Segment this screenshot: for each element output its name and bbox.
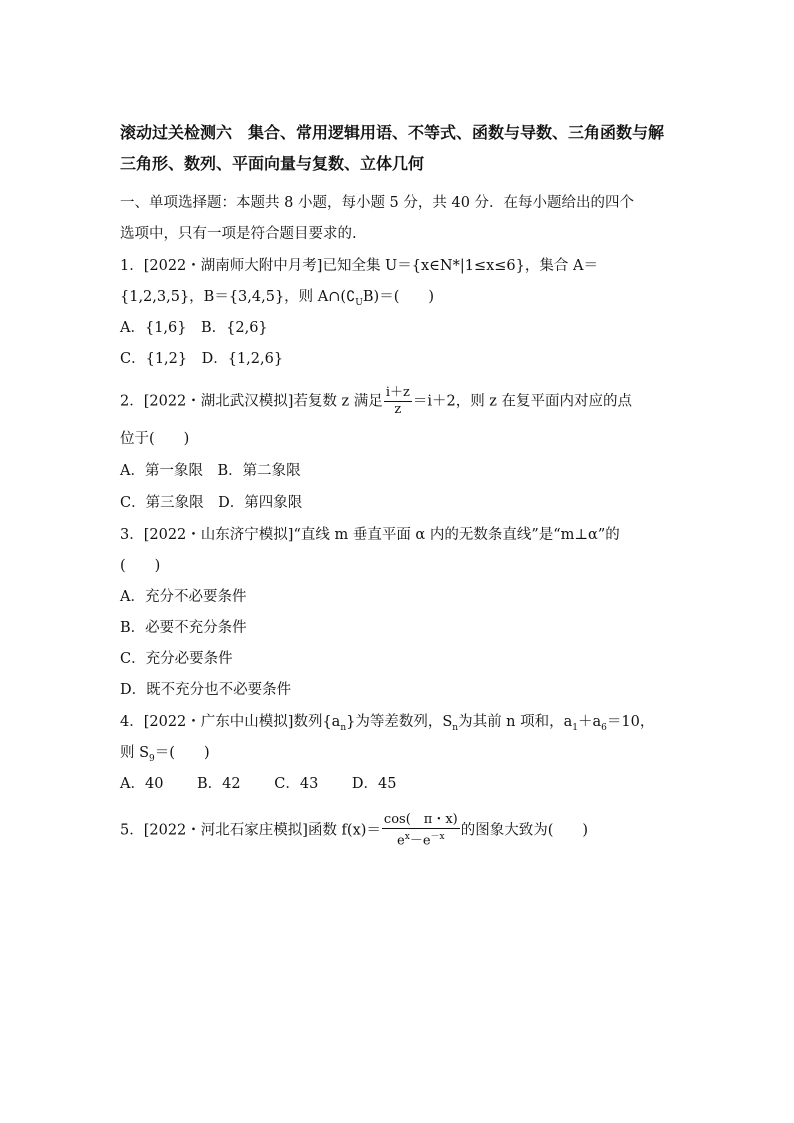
q2-fraction [384,385,412,418]
q2-fraction-denominator: z [394,402,402,417]
question-3-stem-line-1: 3．[2022・山东济宁模拟]“直线 m 垂直平面 α 内的无数条直线”是“m⊥α”的 [120,527,620,543]
q5-den-exponent-1: x [404,832,410,842]
q5-fraction-numerator: cos( π・x) [383,812,458,827]
q5-den-text-a: e [397,833,405,849]
q5-fraction [382,812,460,849]
q5-text-pre: 5．[2022・河北石家庄模拟]函数 f(x)＝ [120,822,381,839]
q4-text-b: }为等差数列，S [346,714,453,730]
q4-subscript-3: 1 [572,722,579,733]
question-1-stem-line-2 [120,287,434,313]
q5-text-post: 的图象大致为( ) [460,822,589,839]
q4-subscript-5: 9 [149,753,155,764]
q4-subscript-2: n [452,722,459,733]
q4-text-g: ＝( ) [154,745,210,761]
q1-text-a: {1,2,3,5}，B＝{3,4,5}，则 A∩(∁ [120,289,356,305]
q5-fraction-denominator [382,829,460,849]
question-2-options-cd: C．第三象限 D．第四象限 [120,495,303,511]
document-title-line-1: 滚动过关检测六 集合、常用逻辑用语、不等式、函数与导数、三角函数与解 [120,123,665,142]
question-4-stem-line-1 [120,712,654,738]
q4-text-d: ＋a [578,714,602,730]
section-instructions-line-1: 一、单项选择题：本题共 8 小题，每小题 5 分，共 40 分．在每小题给出的四个 [120,195,635,211]
question-1-stem-line-1: 1．[2022・湖南师大附中月考]已知全集 U＝{x∈N*|1≤x≤6}，集合 A＝ [120,258,598,274]
q5-den-exponent-2: －x [430,832,445,842]
q2-text-post: ＝i＋2，则 z 在复平面内对应的点 [412,393,633,410]
question-3-stem-line-2: ( ) [120,558,161,574]
q2-text-pre: 2．[2022・湖北武汉模拟]若复数 z 满足 [120,393,383,410]
q1-text-b: B)＝( ) [362,289,435,305]
question-2-stem-line-2: 位于( ) [120,431,190,447]
question-5-stem [120,812,588,849]
question-2-stem-line-1 [120,385,632,418]
q4-text-f: 则 S [120,745,150,761]
question-4-options: A．40 B．42 C．43 D．45 [120,776,397,792]
section-instructions-line-2: 选项中，只有一项是符合题目要求的. [120,226,357,242]
q2-fraction-numerator: i＋z [385,385,410,400]
q4-text-c: 为其前 n 项和，a [458,714,573,730]
question-2-options-ab: A．第一象限 B．第二象限 [120,463,301,479]
q4-text-a: 4．[2022・广东中山模拟]数列{a [120,714,341,730]
document-title-line-2: 三角形、数列、平面向量与复数、立体几何 [120,154,425,173]
question-3-option-c: C．充分必要条件 [120,651,233,667]
q4-subscript-4: 6 [601,722,607,733]
question-3-option-b: B．必要不充分条件 [120,620,247,636]
q4-subscript-1: n [340,722,347,733]
q4-text-e: ＝10， [606,714,655,730]
question-3-option-a: A．充分不必要条件 [120,589,247,605]
q1-complement-subscript: U [355,297,363,308]
question-1-options-ab: A．{1,6} B．{2,6} [120,320,268,336]
question-4-stem-line-2 [120,743,210,769]
q5-den-text-b: －e [409,833,431,849]
question-3-option-d: D．既不充分也不必要条件 [120,682,292,698]
question-1-options-cd: C．{1,2} D．{1,2,6} [120,351,284,367]
